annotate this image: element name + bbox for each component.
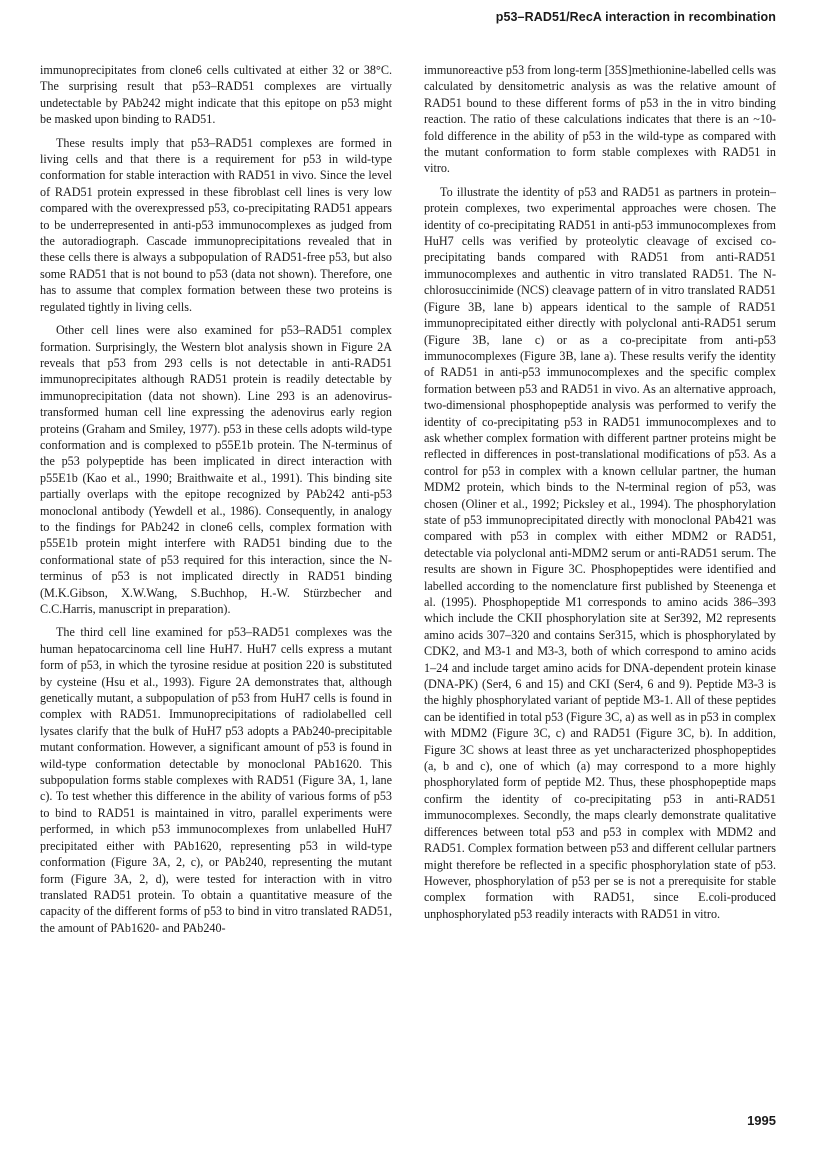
paragraph: immunoprecipitates from clone6 cells cultivated at either 32 or 38°C. The surprising result that p53–RAD51 complexes are virtually undetectable by PAb242 might indicate that this epitope on p53 might be masked upon binding to RAD51. (40, 63, 392, 127)
paragraph: To illustrate the identity of p53 and RAD51 as partners in protein–protein complexes, two experimental approaches were chosen. The identity of co-precipitating RAD51 in anti-p53 immunocomplexes from HuH7 cells was verified by proteolytic cleavage of excised co-precipitating bands compared with RAD51 from anti-RAD51 immunocomplexes and authentic in vitro translated RAD51. The N-chlorosuccinimide (NCS) cleavage pattern of in vitro translated RAD51 (Figure 3B, lane b) appears identical to the sample of RAD51 immunoprecipitated either directly with polyclonal anti-RAD51 serum (Figure 3B, lane c) or as a co-precipitate from anti-p53 immunocomplexes (Figure 3B, lane a). These results verify the identity of RAD51 in anti-p53 immunocomplexes and the specific complex formation between p53 and RAD51 in vivo. As an alternative approach, two-dimensional phosphopeptide analysis was performed to verify the identity of co-precipitating p53 in RAD51 immunocomplexes and to ask whether complex formation with different partner proteins might be reflected in differences in post-translational modifications of p53. As a control for p53 in complex with a known cellular partner, the human MDM2 protein, which binds to the N-terminal region of p53, was chosen (Oliner et al., 1992; Picksley et al., 1994). The phosphorylation state of p53 immunoprecipitated directly with monoclonal PAb421 was compared with p53 in complex with either MDM2 or RAD51, detectable via polyclonal anti-MDM2 serum or anti-RAD51 serum. The results are shown in Figure 3C. Phosphopeptides were identified and labelled according to the nomenclature first published by Steenenga et al. (1995). Phosphopeptide M1 corresponds to amino acids 386–393 which include the CKII phosphorylation site at Ser392, M2 represents amino acids 307–320 and contains Ser315, which is phosphorylated by CDK2, and M3-1 and M3-3, both of which correspond to amino acids 1–24 and include target amino acids for DNA-dependent protein kinase (DNA-PK) (Ser4, 6 and 15) and CKI (Ser4, 6 and 9). Peptide M3-3 is the highly phosphorylated variant of peptide M3-1. All of these peptides can be identified in total p53 (Figure 3C, a) as well as in p53 in complex with MDM2 (Figure 3C, c) and RAD51 (Figure 3C, b). In addition, Figure 3C shows at least three as yet uncharacterized phosphopeptides (a, b and c), one of which (a) may correspond to a more highly phosphorylated form of peptide M2. Thus, these phosphopeptide maps confirm the identity of co-precipitating p53 in anti-RAD51 immunocomplexes. Secondly, the maps clearly demonstrate qualitative differences between total p53 and p53 in complex with MDM2 and RAD51. Complex formation between p53 and different cellular partners might therefore be reflected in a specific phosphorylation state of p53. However, phosphorylation of p53 per se is not a prerequisite for stable complex formation with RAD51, since E.coli-produced unphosphorylated p53 readily interacts with RAD51 in vitro. (424, 184, 776, 921)
paragraph: The third cell line examined for p53–RAD51 complexes was the human hepatocarcinoma cell line HuH7. HuH7 cells express a mutant form of p53, in which the tyrosine residue at position 220 is substituted by cysteine (Hsu et al., 1993). Figure 2A demonstrates that, although genetically mutant, a subpopulation of p53 from HuH7 cells is found in complex with RAD51. Immunoprecipitations of radiolabelled cell lysates clarify that the bulk of HuH7 p53 adopts a PAb240-precipitable mutant conformation. However, a significant amount of p53 is found in wild-type conformation detectable by monoclonal PAb1620. This subpopulation forms stable complexes with RAD51 (Figure 3A, 1, lane c). To test whether this difference in the ability of various forms of p53 to bind to RAD51 is maintained in vitro, parallel experiments were performed, in which p53 immunocomplexes from unlabelled HuH7 precipitated either with PAb1620, representing p53 in wild-type conformation (Figure 3A, 2, c), or PAb240, representing the mutant form (Figure 3A, 2, d), were tested for interaction with in vitro translated RAD51 protein. To obtain a quantitative measure of the capacity of the different forms of p53 to bind in vitro translated RAD51, the amount of PAb1620- and PAb240- (40, 625, 392, 935)
paragraph: These results imply that p53–RAD51 complexes are formed in living cells and that there is a requirement for p53 in wild-type conformation for stable interaction with RAD51 in vivo. Since the level of RAD51 protein expressed in these fibroblast cell lines is very low compared with the overexpressed p53, co-precipitating RAD51 appears to be underrepresented in anti-p53 immunocomplexes as judged from the autoradiograph. Cascade immunoprecipitations revealed that in these cells there is always a subpopulation of RAD51-free p53, but also some RAD51 that is not bound to p53 (data not shown). Therefore, one has to assume that complex formation between these two proteins is regulated tightly in living cells. (40, 135, 392, 314)
right-column (424, 62, 776, 922)
running-title: p53–RAD51/RecA interaction in recombination (495, 10, 776, 24)
paragraph: immunoreactive p53 from long-term [35S]methionine-labelled cells was calculated by densitometric analysis as was the relative amount of RAD51 bound to these different forms of p53 in the in vitro binding reaction. The ratio of these calculations indicates that there is an ~10-fold difference in the ability of p53 in the wild-type as compared with the mutant conformation to form stable complexes with RAD51 in vitro. (424, 63, 776, 176)
left-column (40, 62, 392, 936)
page-number: 1995 (747, 1113, 776, 1128)
paragraph: Other cell lines were also examined for p53–RAD51 complex formation. Surprisingly, the Western blot analysis shown in Figure 2A reveals that p53 from 293 cells is not detectable in anti-RAD51 immunoprecipitates although RAD51 protein is readily detectable by immunoprecipitation (data not shown). Line 293 is an adenovirus-transformed human cell line expressing the adenovirus early region proteins (Graham and Smiley, 1977). p53 in these cells adopts wild-type conformation and is complexed to p55E1b protein. The N-terminus of the p53 polypeptide has been implicated in direct interaction with p55E1b (Kao et al., 1990; Braithwaite et al., 1991). This binding site partially overlaps with the epitope recognized by PAb242 anti-p53 monoclonal antibody (Yewdell et al., 1986). Consequently, in analogy to the findings for PAb242 in clone6 cells, complex formation with p55E1b protein might interfere with RAD51 binding due to the conformational state of p53 required for this interaction, since the N-terminus of p53 is not implicated directly in RAD51 binding (M.K.Gibson, X.W.Wang, S.Buchhop, H.-W. Stürzbecher and C.C.Harris, manuscript in preparation). (40, 323, 392, 616)
